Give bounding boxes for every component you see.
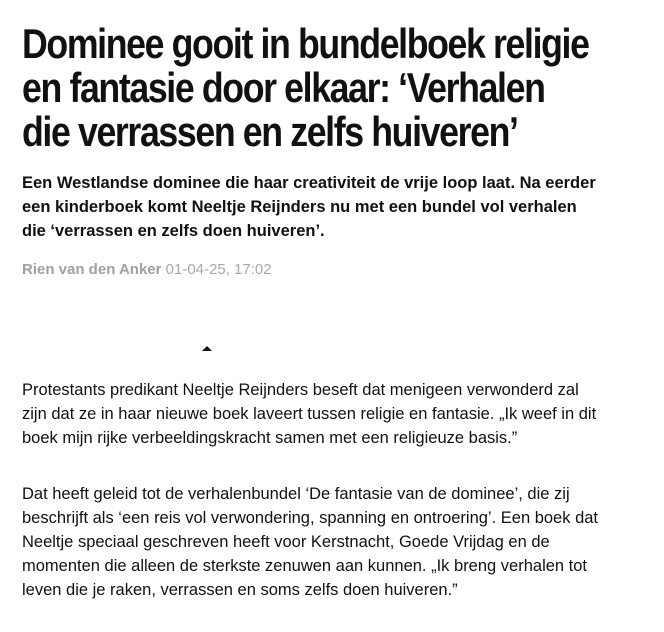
article-headline — [22, 22, 658, 154]
byline-datetime: 01-04-25, 17:02 — [165, 261, 272, 278]
article-lead — [22, 171, 652, 243]
paragraph-line: leven die je raken, verrassen en soms zelfs doen huiveren.” — [22, 581, 458, 599]
caret-up-icon[interactable] — [202, 346, 212, 351]
lead-line: die ‘verrassen en zelfs doen huiveren’. — [22, 222, 325, 240]
byline-author[interactable]: Rien van den Anker — [22, 261, 162, 278]
paragraph-line: Protestants predikant Neeltje Reijnders beseft dat menigeen verwonderd zal — [22, 381, 579, 399]
article — [22, 0, 658, 599]
headline-line: Dominee gooit in bundelboek religie — [22, 20, 589, 67]
headline-line: en fantasie door elkaar: ‘Verhalen — [22, 64, 545, 111]
paragraph-line: Dat heeft geleid tot de verhalenbundel ‘De fantasie van de dominee’, die zij — [22, 485, 570, 503]
paragraph-line: zijn dat ze in haar nieuwe boek laveert tussen religie en fantasie. „Ik weef in dit — [22, 405, 597, 423]
article-paragraph-1 — [22, 378, 656, 450]
article-paragraph-2 — [22, 482, 656, 602]
headline-line: die verrassen en zelfs huiveren’ — [22, 108, 518, 155]
paragraph-line: Neeltje speciaal geschreven heeft voor Kerstnacht, Goede Vrijdag en de — [22, 533, 550, 551]
lead-line: Een Westlandse dominee die haar creativiteit de vrije loop laat. Na eerder — [22, 174, 596, 192]
paragraph-line: momenten die alleen de sterkste zenuwen aan kunnen. „Ik breng verhalen tot — [22, 557, 588, 575]
paragraph-line: beschrijft als ‘een reis vol verwondering, spanning en ontroering’. Een boek dat — [22, 509, 599, 527]
paragraph-line: boek mijn rijke verbeeldingskracht samen met een religieuze basis.” — [22, 429, 518, 447]
byline — [22, 260, 272, 280]
lead-line: een kinderboek komt Neeltje Reijnders nu met een bundel vol verhalen — [22, 198, 577, 216]
